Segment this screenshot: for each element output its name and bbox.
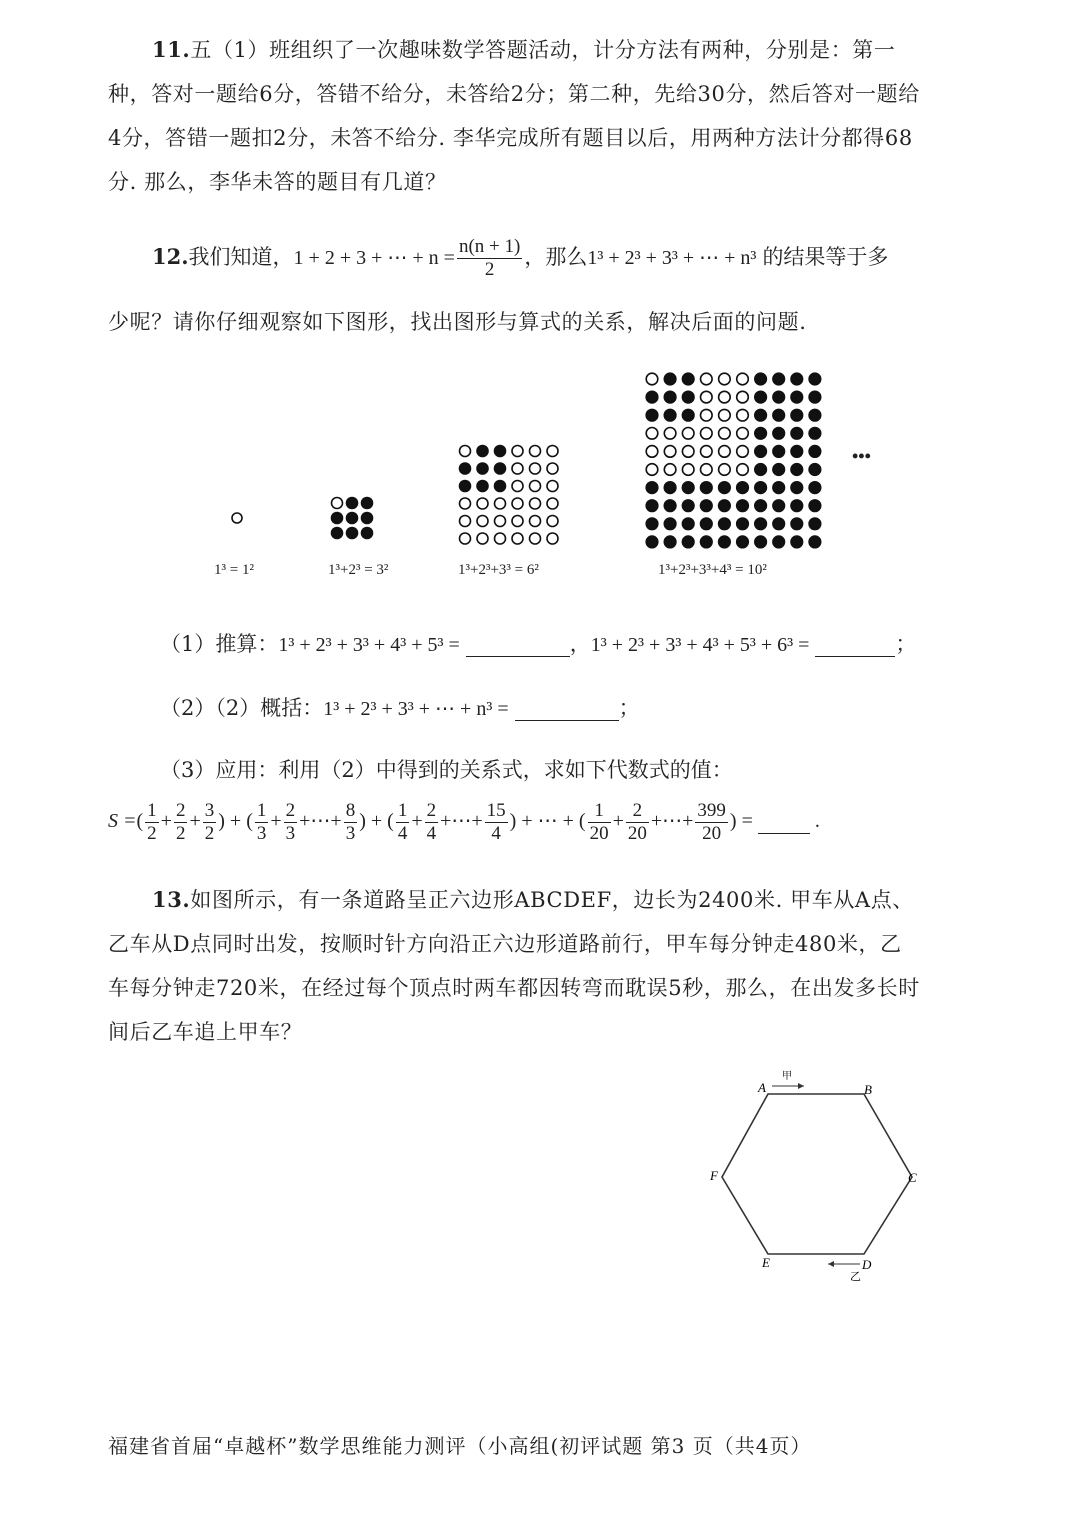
part-1-blank-a[interactable] — [466, 632, 570, 657]
part-1-expr-b: 1³ + 2³ + 3³ + 4³ + 5³ + 6³ = — [590, 634, 810, 656]
pattern-dot — [530, 463, 541, 474]
pattern-dot — [495, 463, 506, 474]
question-12-intro-a: 我们知道， — [188, 245, 294, 269]
page-footer: 福建省首届“卓越杯”数学思维能力测评（小高组(初评试题 第3 页（共4页） — [108, 1434, 812, 1458]
pattern-dot — [232, 513, 242, 523]
pattern-dot — [530, 446, 541, 457]
pattern-dot — [332, 498, 343, 509]
pattern-dot — [646, 391, 658, 403]
pattern-dot — [512, 498, 523, 509]
pattern-dot — [460, 446, 471, 457]
figure-label-2: 1³+2³ = 3² — [328, 562, 389, 578]
pattern-dot — [737, 391, 749, 403]
pattern-dot — [347, 528, 358, 539]
s-fraction: $\frac{2}{4}$ — [426, 800, 437, 844]
car-a-label: 甲 — [782, 1071, 792, 1082]
pattern-dot — [701, 409, 713, 421]
pattern-dot — [646, 500, 658, 512]
pattern-dot — [495, 516, 506, 527]
pattern-dot — [809, 391, 821, 403]
s-answer-blank[interactable] — [758, 810, 810, 834]
pattern-dot — [737, 482, 749, 494]
pattern-dot — [547, 446, 558, 457]
pattern-dot — [664, 500, 676, 512]
pattern-dot — [460, 533, 471, 544]
s-fraction: $\frac{2}{20}$ — [627, 800, 647, 844]
pattern-dot — [791, 536, 803, 548]
pattern-dot — [719, 536, 731, 548]
pattern-dot — [547, 463, 558, 474]
s-fraction: $\frac{2}{2}$ — [175, 800, 186, 844]
pattern-dot — [773, 518, 785, 530]
pattern-dot — [477, 498, 488, 509]
sum-fraction: $\frac{n(n + 1)}{2}$ — [458, 236, 521, 280]
question-13-number: 13. — [152, 887, 191, 912]
dot-pattern-figure — [0, 360, 1080, 600]
pattern-dot — [530, 498, 541, 509]
vertex-a-label: A — [758, 1080, 766, 1095]
pattern-dot — [477, 533, 488, 544]
part-2-blank[interactable] — [515, 696, 619, 721]
pattern-dot — [809, 518, 821, 530]
pattern-dot — [719, 428, 731, 440]
pattern-dot — [773, 409, 785, 421]
pattern-dot — [701, 500, 713, 512]
pattern-dot — [809, 409, 821, 421]
pattern-dot — [773, 428, 785, 440]
pattern-dot — [682, 428, 694, 440]
pattern-dot — [682, 518, 694, 530]
car-a-arrowhead — [798, 1083, 804, 1089]
pattern-dot — [547, 533, 558, 544]
pattern-dot — [347, 498, 358, 509]
vertex-f-label: F — [710, 1168, 718, 1183]
question-12-line2: 少呢？请你仔细观察如下图形，找出图形与算式的关系，解决后面的问题. — [108, 310, 807, 334]
pattern-dot — [701, 373, 713, 385]
pattern-dot — [547, 498, 558, 509]
pattern-dot — [755, 446, 767, 458]
car-b-label: 乙 — [850, 1271, 861, 1283]
question-11 — [108, 28, 923, 204]
pattern-dot — [737, 500, 749, 512]
s-equals: = — [736, 810, 758, 833]
question-13 — [108, 878, 923, 1054]
question-12-number: 12. — [152, 244, 189, 269]
pattern-dot — [477, 481, 488, 492]
pattern-dot — [362, 528, 373, 539]
hexagon-road — [722, 1094, 912, 1254]
pattern-dot — [460, 481, 471, 492]
part-1-blank-b[interactable] — [815, 632, 895, 657]
part-2-expr: 1³ + 2³ + 3³ + ⋯ + n³ = — [323, 698, 509, 720]
pattern-dot — [646, 373, 658, 385]
s-fraction: $\frac{3}{2}$ — [204, 800, 215, 844]
pattern-dot — [664, 518, 676, 530]
vertex-b-label: B — [864, 1082, 872, 1097]
pattern-dot — [477, 446, 488, 457]
pattern-dot — [664, 428, 676, 440]
pattern-dot — [755, 428, 767, 440]
pattern-dot — [362, 498, 373, 509]
car-b-arrowhead — [828, 1261, 834, 1267]
pattern-dot — [791, 446, 803, 458]
s-fraction: $\frac{1}{2}$ — [147, 800, 157, 844]
cube-sum-formula: 1³ + 2³ + 3³ + ⋯ + n³ — [587, 247, 757, 269]
pattern-dot — [791, 409, 803, 421]
pattern-dot — [530, 533, 541, 544]
pattern-dot — [719, 518, 731, 530]
s-lhs: S = — [108, 810, 137, 833]
pattern-dot — [530, 516, 541, 527]
pattern-dot — [737, 536, 749, 548]
pattern-dot — [755, 536, 767, 548]
pattern-dot — [547, 516, 558, 527]
pattern-dot — [332, 528, 343, 539]
pattern-dot — [755, 409, 767, 421]
pattern-dot — [791, 391, 803, 403]
pattern-dot — [701, 428, 713, 440]
pattern-dot — [737, 518, 749, 530]
pattern-dot — [737, 428, 749, 440]
pattern-dot — [682, 409, 694, 421]
pattern-dot — [773, 373, 785, 385]
s-fraction: $\frac{2}{3}$ — [285, 800, 296, 844]
pattern-dot — [512, 446, 523, 457]
s-fraction: $\frac{1}{20}$ — [589, 800, 609, 844]
pattern-dot — [512, 533, 523, 544]
pattern-dot — [682, 464, 694, 476]
pattern-dot — [682, 500, 694, 512]
pattern-dot — [791, 428, 803, 440]
pattern-dot — [682, 446, 694, 458]
pattern-dot — [664, 536, 676, 548]
part-2-label: （2）（2）概括： — [160, 696, 324, 720]
pattern-dot — [755, 373, 767, 385]
pattern-dot — [719, 464, 731, 476]
pattern-dot — [495, 446, 506, 457]
question-12-line1 — [152, 236, 888, 281]
pattern-dot — [547, 481, 558, 492]
pattern-dot — [755, 518, 767, 530]
pattern-dot — [755, 464, 767, 476]
pattern-dot — [809, 428, 821, 440]
pattern-dot — [477, 463, 488, 474]
pattern-dot — [332, 513, 343, 524]
pattern-dot — [719, 446, 731, 458]
pattern-dot — [701, 482, 713, 494]
sum-formula: 1 + 2 + 3 + ⋯ + n = — [293, 247, 455, 269]
pattern-dot — [495, 481, 506, 492]
pattern-dot — [719, 482, 731, 494]
pattern-dot — [646, 464, 658, 476]
pattern-dot — [477, 516, 488, 527]
pattern-dot — [682, 482, 694, 494]
pattern-dot — [791, 500, 803, 512]
pattern-dot — [682, 536, 694, 548]
part-1-label: （1）推算： — [160, 632, 279, 656]
part-1: （1）推算：1³ + 2³ + 3³ + 4³ + 5³ = ，1³ + 2³ + 3³ + 4³ + 5³ + 6³ = ； — [160, 632, 917, 656]
part-1-expr-a: 1³ + 2³ + 3³ + 4³ + 5³ = — [278, 634, 460, 656]
vertex-c-label: C — [908, 1170, 917, 1185]
pattern-dot — [512, 463, 523, 474]
pattern-dot — [701, 464, 713, 476]
pattern-dot — [495, 498, 506, 509]
pattern-dot — [646, 536, 658, 548]
s-fraction: $\frac{1}{4}$ — [397, 800, 408, 844]
pattern-dot — [737, 464, 749, 476]
pattern-dot — [460, 463, 471, 474]
question-11-number: 11. — [152, 37, 191, 62]
figure-label-1: 1³ = 1² — [214, 562, 254, 578]
pattern-dot — [737, 409, 749, 421]
pattern-dot — [773, 446, 785, 458]
pattern-dot — [809, 536, 821, 548]
pattern-dot — [512, 516, 523, 527]
pattern-dot — [646, 446, 658, 458]
pattern-dot — [460, 516, 471, 527]
pattern-dot — [737, 373, 749, 385]
pattern-dot — [773, 482, 785, 494]
pattern-dot — [664, 409, 676, 421]
pattern-dot — [773, 536, 785, 548]
pattern-dot — [530, 481, 541, 492]
question-13-text: 如图所示，有一条道路呈正六边形ABCDEF，边长为2400米. 甲车从A点、乙车从D点同时出发，按顺时针方向沿正六边形道路前行，甲车每分钟走480米，乙车每分钟走720米，在经过每个顶点时两车都因转弯而耽误5秒，那么，在出发多长时间后乙车追上甲车？ — [108, 888, 920, 1044]
pattern-dot — [791, 518, 803, 530]
pattern-dot — [719, 409, 731, 421]
pattern-dot — [773, 500, 785, 512]
figure-ellipsis: ••• — [852, 446, 871, 466]
pattern-dot — [701, 446, 713, 458]
pattern-dot — [646, 428, 658, 440]
pattern-dot — [682, 373, 694, 385]
pattern-dot — [701, 536, 713, 548]
figure-label-3: 1³+2³+3³ = 6² — [458, 562, 539, 578]
figure-label-4: 1³+2³+3³+4³ = 10² — [658, 562, 767, 578]
pattern-dot — [809, 500, 821, 512]
vertex-d-label: D — [862, 1257, 872, 1272]
pattern-dot — [664, 446, 676, 458]
question-12-intro-c: 的结果等于多 — [762, 245, 889, 269]
part-3-label: （3）应用：利用（2）中得到的关系式，求如下代数式的值： — [160, 758, 733, 782]
pattern-dot — [809, 464, 821, 476]
part-2: （2）（2）概括：1³ + 2³ + 3³ + ⋯ + n³ = ； — [160, 696, 640, 720]
pattern-dot — [755, 482, 767, 494]
pattern-dot — [755, 500, 767, 512]
s-fraction: $\frac{15}{4}$ — [486, 800, 506, 844]
pattern-dot — [664, 373, 676, 385]
pattern-dot — [791, 373, 803, 385]
pattern-dot — [512, 481, 523, 492]
pattern-dot — [347, 513, 358, 524]
vertex-e-label: E — [762, 1255, 770, 1270]
pattern-dot — [719, 500, 731, 512]
pattern-dot — [682, 391, 694, 403]
pattern-dot — [809, 482, 821, 494]
pattern-dot — [701, 518, 713, 530]
pattern-dot — [755, 391, 767, 403]
hexagon-diagram — [700, 1064, 960, 1294]
pattern-dot — [737, 446, 749, 458]
pattern-dot — [791, 464, 803, 476]
pattern-dot — [809, 373, 821, 385]
pattern-dot — [719, 391, 731, 403]
pattern-dot — [460, 498, 471, 509]
pattern-dot — [646, 482, 658, 494]
question-12-intro-b: ，那么 — [524, 245, 588, 269]
s-fraction: $\frac{8}{3}$ — [345, 800, 356, 844]
pattern-dot — [646, 518, 658, 530]
s-fraction: $\frac{399}{20}$ — [697, 800, 726, 844]
pattern-dot — [646, 409, 658, 421]
s-fraction: $\frac{1}{3}$ — [256, 800, 267, 844]
pattern-dot — [664, 464, 676, 476]
pattern-dot — [495, 533, 506, 544]
pattern-dot — [719, 373, 731, 385]
pattern-dot — [701, 391, 713, 403]
s-expression: S =( $\frac{1}{2}$ + $\frac{2}{2}$ + $\frac{3}{2}$ ) + ( $\frac{1}{3}$ + $\frac{2}{3}$ +⋯+ $\frac{8}{3}$ ) + ( $\frac{1}{4}$ + $\frac{2}{4}$ +⋯+ $\frac{15}{4}$ ) + ⋯ + ( $\frac{1}{20}$ + $\frac{2}{20}$ +⋯+ $\frac{399}{20}$ ) = . — [108, 800, 820, 844]
question-11-text: 五（1）班组织了一次趣味数学答题活动，计分方法有两种，分别是：第一种，答对一题给6分，答错不给分，未答给2分；第二种，先给30分，然后答对一题给4分，答错一题扣2分，未答不给分. 李华完成所有题目以后，用两种方法计分都得68分. 那么，李华未答的题目有几道？ — [108, 38, 920, 194]
pattern-dot — [773, 464, 785, 476]
pattern-dot — [664, 391, 676, 403]
pattern-dot — [362, 513, 373, 524]
pattern-dot — [791, 482, 803, 494]
pattern-dot — [664, 482, 676, 494]
pattern-dot — [773, 391, 785, 403]
pattern-dot — [809, 446, 821, 458]
